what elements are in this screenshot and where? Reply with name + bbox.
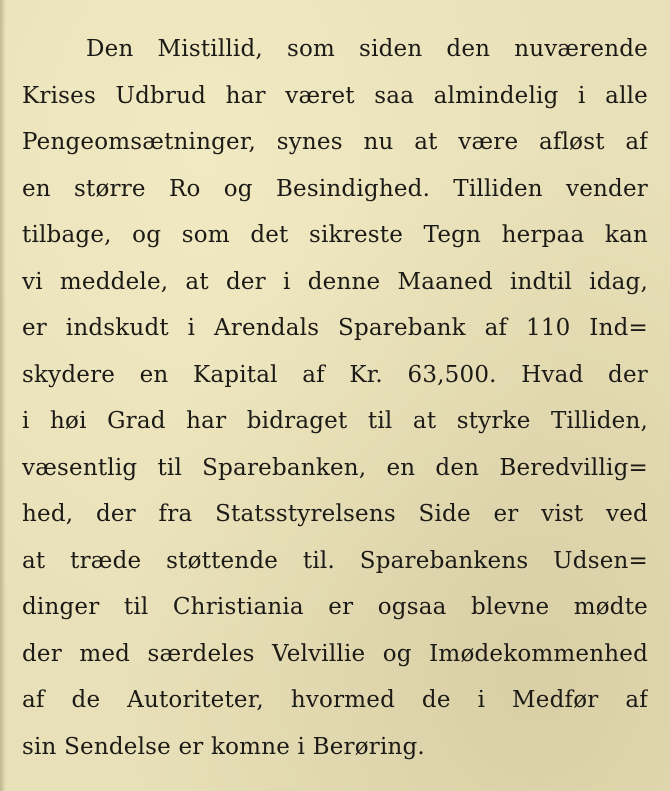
text-line: i høi Grad har bidraget til at styrke Tilliden, [22, 408, 648, 434]
text-line: der med særdeles Velvillie og Imødekommenhed [22, 640, 648, 667]
text-line: dinger til Christiania er ogsaa blevne mødte [22, 594, 648, 620]
text-line: at træde støttende til. Sparebankens Udsen= [22, 547, 648, 574]
text-line: hed, der fra Statsstyrelsens Side er vist ved [22, 501, 648, 527]
text-line: sin Sendelse er komne i Berøring. [22, 733, 425, 760]
text-line: Krises Udbrud har været saa almindelig i alle [22, 82, 648, 109]
scan-edge-shadow [0, 0, 6, 791]
text-line: væsentlig til Sparebanken, en den Beredvillig= [22, 454, 648, 481]
text-line: Pengeomsætninger, synes nu at være afløst af [22, 129, 648, 155]
article-text [22, 26, 648, 770]
text-line: tilbage, og som det sikreste Tegn herpaa kan [22, 222, 648, 248]
text-line: Den Mistillid, som siden den nuværende [86, 36, 648, 62]
text-line: af de Autoriteter, hvormed de i Medfør af [22, 687, 648, 713]
text-line: skydere en Kapital af Kr. 63,500. Hvad der [22, 361, 648, 388]
text-line: vi meddele, at der i denne Maaned indtil idag, [22, 268, 648, 295]
text-line: en større Ro og Besindighed. Tilliden vender [22, 175, 648, 202]
text-line: er indskudt i Arendals Sparebank af 110 Ind= [22, 315, 648, 341]
